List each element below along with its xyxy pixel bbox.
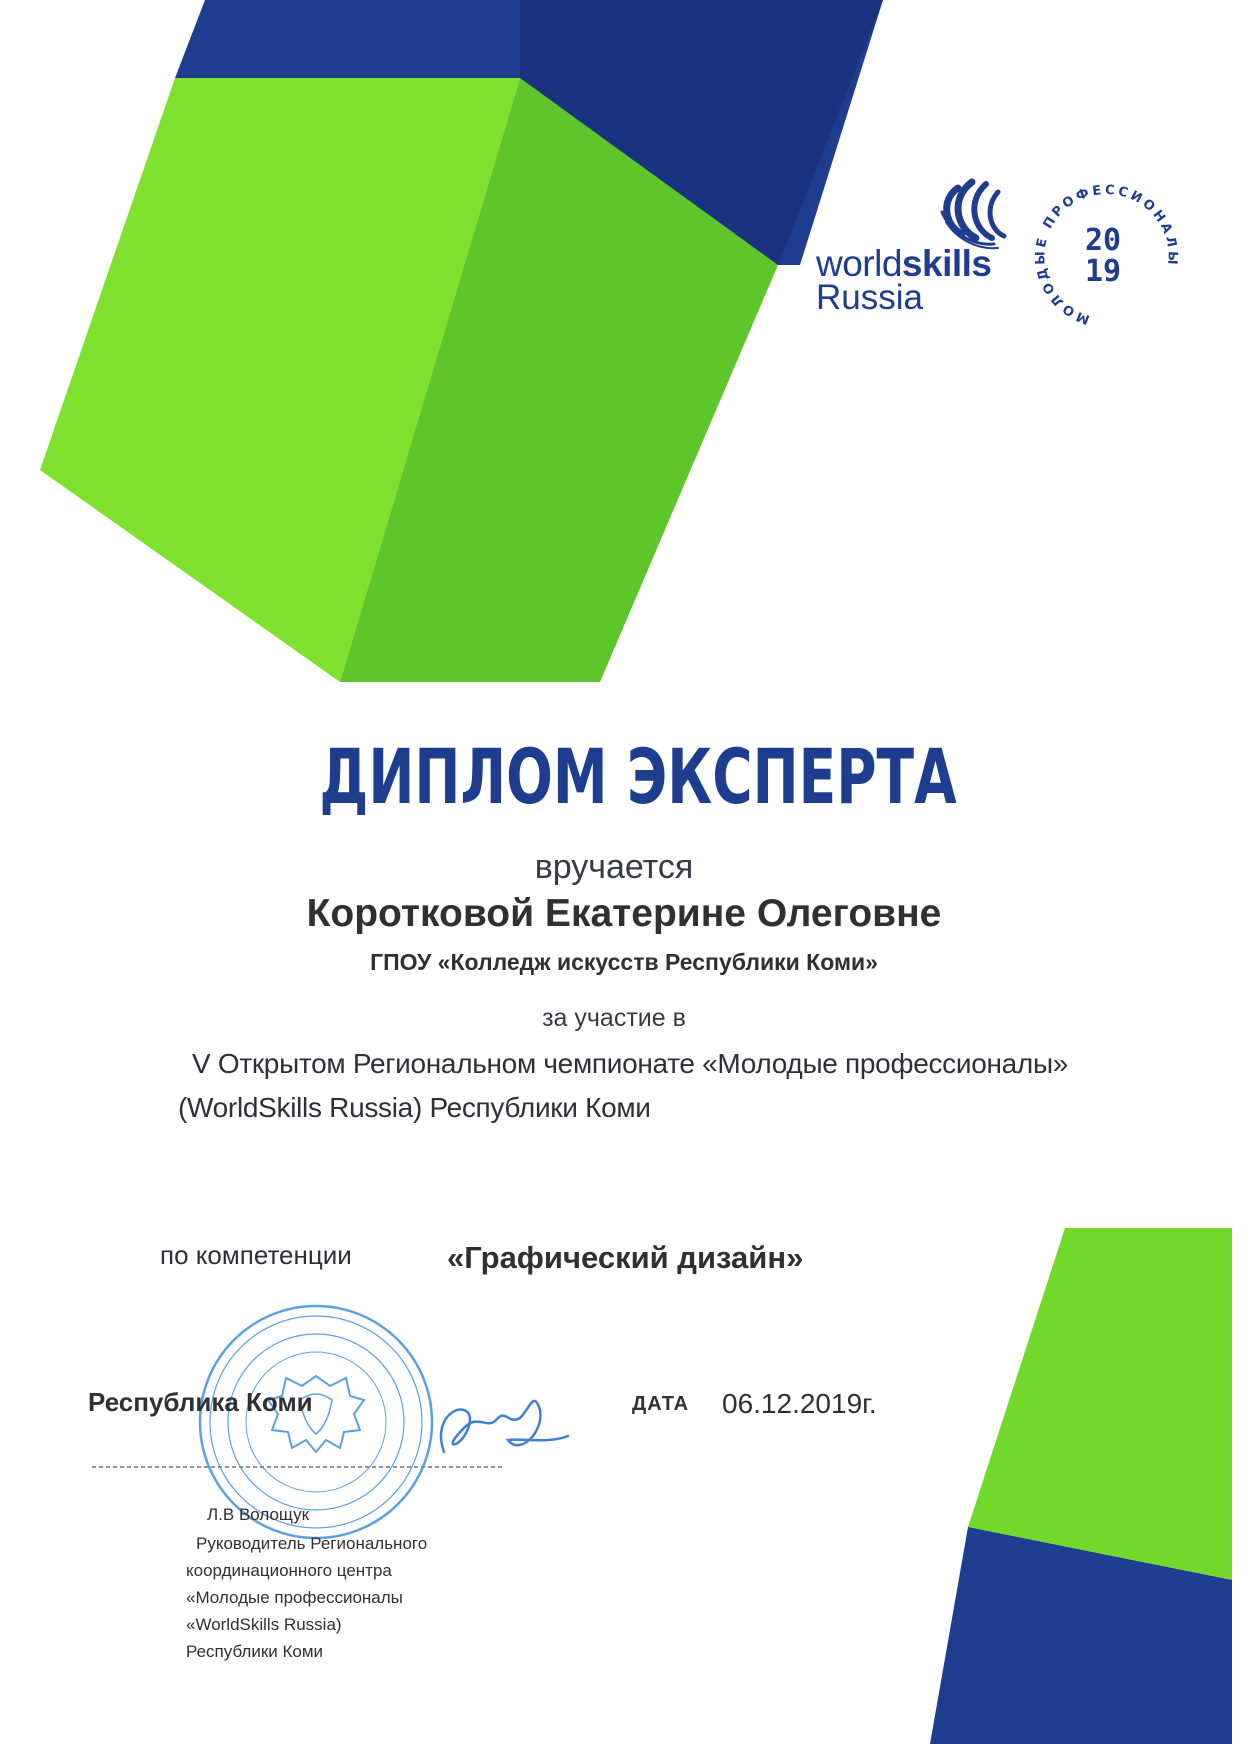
position-line: координационного центра [186,1561,392,1580]
ws-russia: Russia [816,278,923,317]
competence-label: по компетенции [160,1240,352,1270]
position-line: «Молодые профессионалы [186,1588,403,1607]
ws-word-light: world [816,243,902,284]
worldskills-russia-logo [816,245,992,315]
date-value: 06.12.2019г. [722,1388,877,1419]
recipient-name: Коротковой Екатерине Олеговне [306,892,942,935]
signatory-position [186,1530,427,1665]
worldskills-emblem-icon [942,182,1004,248]
signature-scribble [441,1401,568,1452]
diploma-title: ДИПЛОМ ЭКСПЕРТА [319,733,957,822]
official-stamp [200,1306,432,1538]
event-line-2: (WorldSkills Russia) Республики Коми [178,1092,651,1123]
region: Республика Коми [88,1387,313,1417]
mp-year-bottom: 19 [1084,254,1122,289]
competence-name: «Графический дизайн» [447,1240,804,1275]
position-line: Руководитель Регионального [196,1534,428,1553]
participation-label: за участие в [542,1004,686,1032]
organization: ГПОУ «Колледж искусств Республики Коми» [370,949,878,975]
mp-year-top: 20 [1084,223,1122,258]
position-line: «WorldSkills Russia) [186,1615,342,1634]
mp-ring-text: МОЛОДЫЕ ПРОФЕССИОНАЛЫ [1033,182,1180,327]
position-line: Республики Коми [186,1642,324,1661]
date-label: ДАТА [632,1393,690,1415]
event-line-1: V Открытом Региональном чемпионате «Молодые профессионалы» [192,1048,1069,1079]
ws-word-bold: skills [901,243,992,284]
awarded-text: вручается [534,848,694,886]
bottom-green-block [968,1228,1232,1580]
molodye-professionaly-2019-logo [1033,183,1179,327]
signatory-name: Л.В Волощук [207,1505,310,1524]
